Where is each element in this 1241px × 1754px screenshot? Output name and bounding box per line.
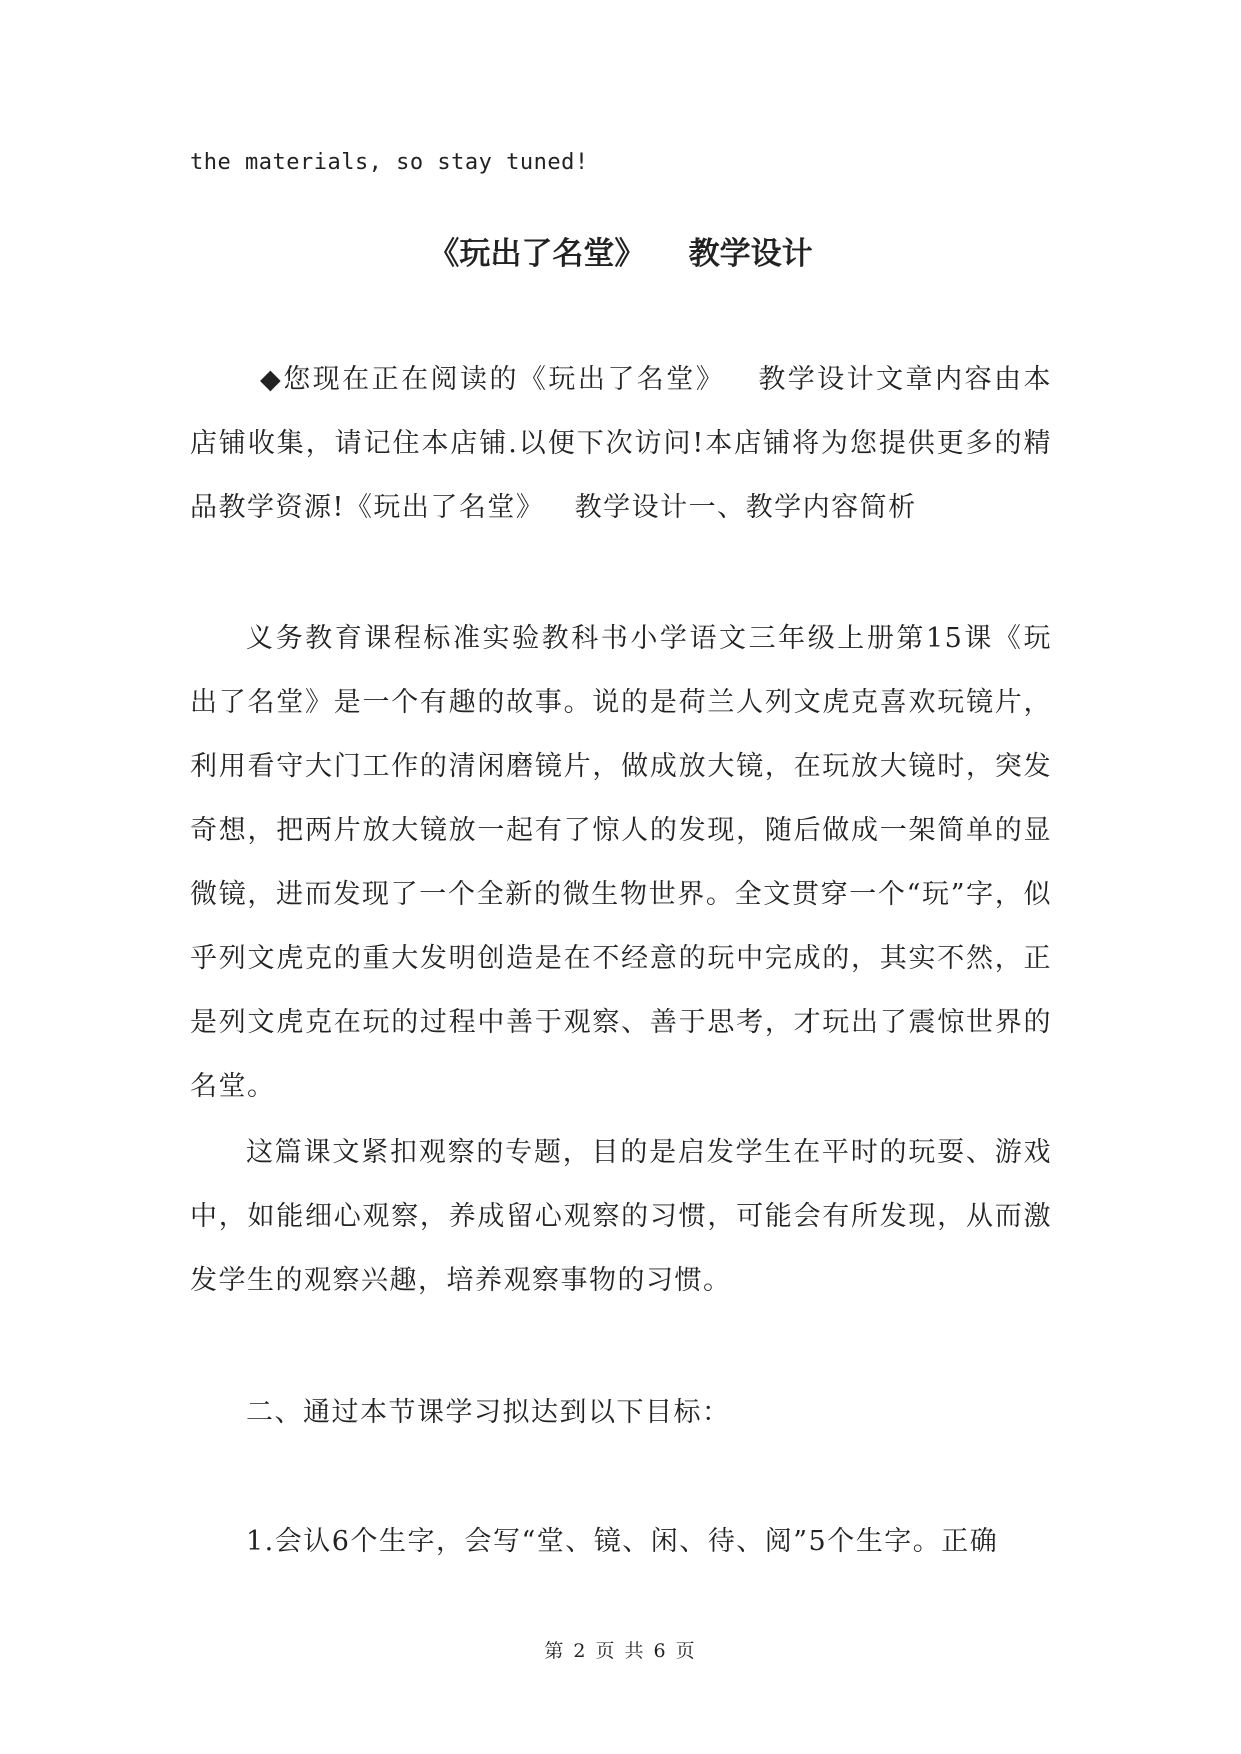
intro-paragraph: ◆您现在正在阅读的《玩出了名堂》 教学设计文章内容由本店铺收集，请记住本店铺.以便下次访问!本店铺将为您提供更多的精品教学资源!《玩出了名堂》 教学设计一、教学内容简析 xyxy=(190,364,1052,523)
purpose-paragraph: 这篇课文紧扣观察的专题，目的是启发学生在平时的玩耍、游戏中，如能细心观察，养成留心观察的习惯，可能会有所发现，从而激发学生的观察兴趣，培养观察事物的习惯。 xyxy=(190,1137,1052,1296)
page-number-footer: 第 2 页 共 6 页 xyxy=(544,1640,697,1662)
previous-page-text: the materials, so stay tuned! xyxy=(190,150,589,175)
content-analysis-paragraph: 义务教育课程标准实验教科书小学语文三年级上册第15课《玩出了名堂》是一个有趣的故事。说的是荷兰人列文虎克喜欢玩镜片，利用看守大门工作的清闲磨镜片，做成放大镜，在玩放大镜时，突发奇想，把两片放大镜放一起有了惊人的发现，随后做成一架简单的显微镜，进而发现了一个全新的微生物世界。全文贯穿一个“玩”字，似乎列文虎克的重大发明创造是在不经意的玩中完成的，其实不然，正是列文虎克在玩的过程中善于观察、善于思考，才玩出了震惊世界的名堂。 xyxy=(190,623,1052,1102)
goal-item-1: 1.会认6个生字，会写“堂、镜、闲、待、阅”5个生字。正确 xyxy=(246,1526,999,1557)
goals-heading: 二、通过本节课学习拟达到以下目标： xyxy=(246,1397,731,1428)
document-title: 《玩出了名堂》 教学设计 xyxy=(428,236,813,272)
